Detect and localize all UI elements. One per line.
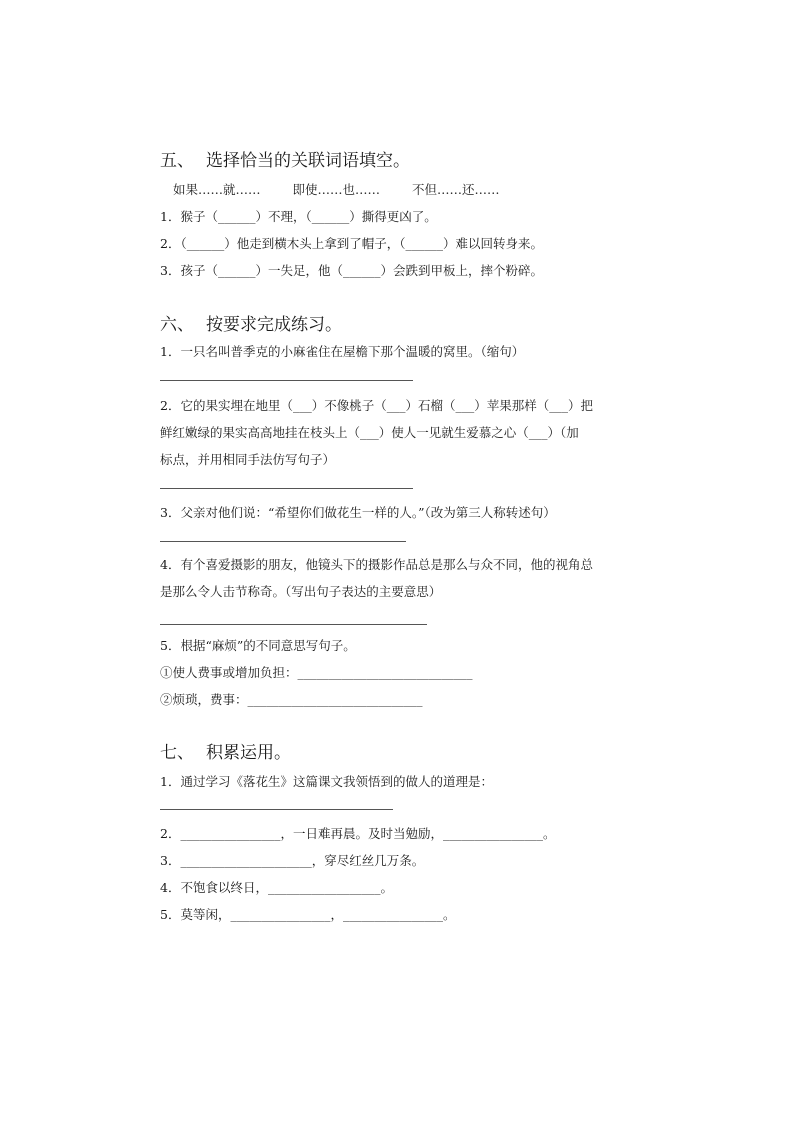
section-5-heading — [160, 146, 410, 171]
section-7-heading — [160, 738, 291, 763]
section-6-heading — [160, 310, 342, 335]
answer-line — [160, 541, 406, 542]
section-5-title: 选择恰当的关联词语填空。 — [206, 151, 410, 171]
section-7-number: 七、 — [160, 743, 194, 763]
s6-question-5: 5．根据“麻烦”的不同意思写句子。 — [160, 638, 356, 653]
s7-question-1: 1．通过学习《落花生》这篇课文我领悟到的做人的道理是： — [160, 774, 493, 789]
s7-question-2: 2．________________，一日难再晨。及时当勉励，________________。 — [160, 826, 556, 841]
answer-line — [160, 488, 413, 489]
s6-question-5a: ①使人费事或增加负担：____________________________ — [160, 665, 473, 680]
answer-line — [160, 380, 413, 381]
s7-question-3: 3．_____________________，穿尽红丝几万条。 — [160, 853, 425, 868]
s6-question-4-line-2: 是那么令人击节称奇。（写出句子表达的主要意思） — [160, 584, 442, 599]
s6-question-2-line-1: 2．它的果实埋在地里（___）不像桃子（___）石榴（___）苹果那样（___）把 — [160, 398, 593, 413]
section-6-title: 按要求完成练习。 — [206, 315, 342, 335]
section-6-number: 六、 — [160, 315, 194, 335]
s5-question-2: 2．（______）他走到横木头上拿到了帽子，（______）难以回转身来。 — [160, 236, 543, 251]
s6-question-1: 1．一只名叫普季克的小麻雀住在屋檐下那个温暖的窝里。（缩句） — [160, 344, 525, 359]
s6-question-2-line-2: 鲜红嫩绿的果实高高地挂在枝头上（___）使人一见就生爱慕之心（___）（加 — [160, 425, 579, 440]
s6-question-4-line-1: 4．有个喜爱摄影的朋友，他镜头下的摄影作品总是那么与众不同，他的视角总 — [160, 557, 593, 572]
answer-line — [160, 809, 393, 810]
s6-question-5b: ②烦琐，费事：____________________________ — [160, 692, 423, 707]
s7-question-5: 5．莫等闲，________________，________________。 — [160, 907, 456, 922]
s5-question-1: 1．猴子（______）不理，（______）撕得更凶了。 — [160, 209, 437, 224]
s7-question-4: 4．不饱食以终日，__________________。 — [160, 880, 393, 895]
answer-line — [160, 624, 427, 625]
section-5-number: 五、 — [160, 151, 194, 171]
option-2: 即使……也…… — [292, 182, 381, 197]
s6-question-2-line-3: 标点，并用相同手法仿写句子） — [160, 452, 336, 467]
option-1: 如果……就…… — [173, 182, 261, 197]
section-7-title: 积累运用。 — [206, 743, 291, 763]
s6-question-3: 3．父亲对他们说：“希望你们做花生一样的人。”（改为第三人称转述句） — [160, 505, 556, 520]
conjunction-options — [173, 180, 528, 198]
s5-question-3: 3．孩子（______）一失足，他（______）会跌到甲板上，摔个粉碎。 — [160, 263, 543, 278]
option-3: 不但……还…… — [412, 182, 500, 197]
